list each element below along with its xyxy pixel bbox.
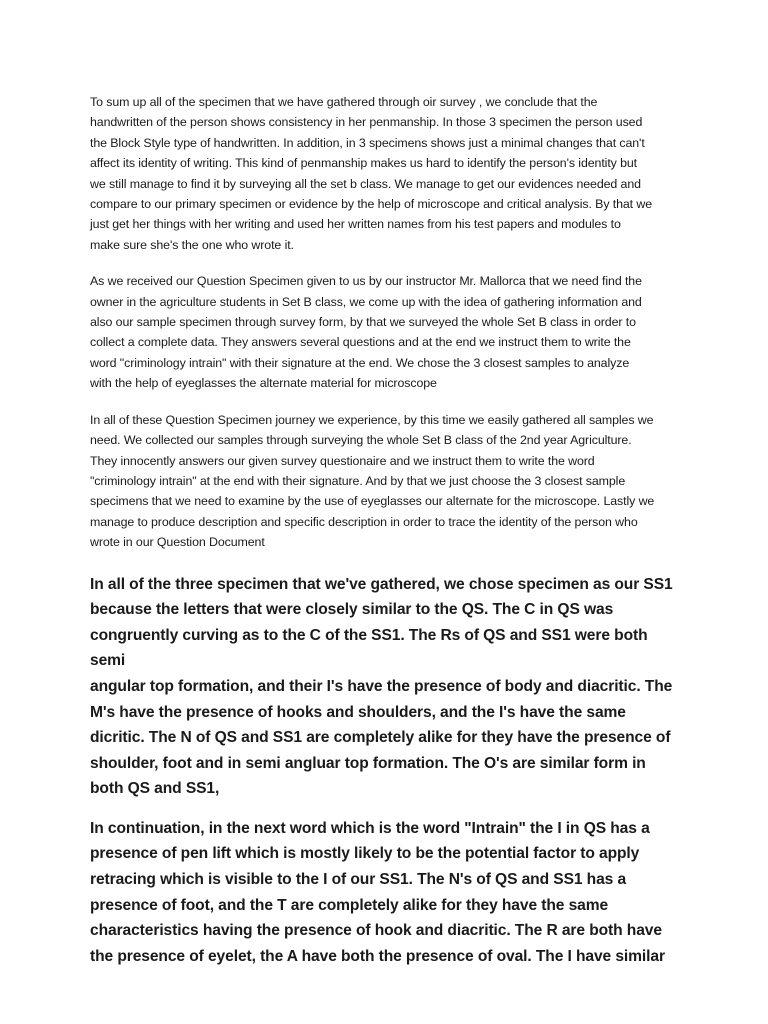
document-page: [90, 92, 686, 969]
paragraph-specimen-comparison: In all of the three specimen that we've gathered, we chose specimen as our SS1 because the letters that were closely similar to the QS. The C in QS was congruently curving as to the C of the SS1. The Rs of QS and SS1 were both semi angular top formation, and their I's have the presence of body and diacritic. The M's have the presence of hooks and shoulders, and the I's have the same dicritic. The N of QS and SS1 are completely alike for they have the presence of shoulder, foot and in semi angluar top formation. The O's are similar form in both QS and SS1,: [90, 575, 673, 798]
paragraph-question-specimen: As we received our Question Specimen given to us by our instructor Mr. Mallorca that we need find the owner in the agriculture students in Set B class, we come up with the idea of gathering information and also our sample specimen through survey form, by that we surveyed the whole Set B class in order to collect a complete data. They answers several questions and at the end we instruct them to write the word "criminology intrain" with their signature at the end. We chose the 3 closest samples to analyze with the help of eyeglasses the alternate material for microscope: [90, 274, 642, 391]
paragraph-continuation: In continuation, in the next word which is the word "Intrain" the I in QS has a presence of pen lift which is mostly likely to be the potential factor to apply retracing which is visible to the I of our SS1. The N's of QS and SS1 has a presence of foot, and the T are completely alike for they have the same characteristics having the presence of hook and diacritic. The R are both have the presence of eyelet, the A have both the presence of oval. The I have similar: [90, 819, 665, 965]
paragraph-summary: To sum up all of the specimen that we have gathered through oir survey , we conclude that the handwritten of the person shows consistency in her penmanship. In those 3 specimen the person used the Block Style type of handwritten. In addition, in 3 specimens shows just a minimal changes that can't affect its identity of writing. This kind of penmanship makes us hard to identify the person's identity but we still manage to find it by surveying all the set b class. We manage to get our evidences needed and compare to our primary specimen or evidence by the help of microscope and critical analysis. By that we just get her things with her writing and used her written names from his test papers and modules to make sure she's the one who wrote it.: [90, 95, 652, 252]
paragraph-journey: In all of these Question Specimen journey we experience, by this time we easily gathered all samples we need. We collected our samples through surveying the whole Set B class of the 2nd year Agriculture. They innocently answers our given survey questionaire and we instruct them to write the word "criminology intrain" at the end with their signature. And by that we just choose the 3 closest sample specimens that we need to examine by the use of eyeglasses our alternate for the microscope. Lastly we manage to produce description and specific description in order to trace the identity of the person who wrote in our Question Document: [90, 412, 655, 550]
